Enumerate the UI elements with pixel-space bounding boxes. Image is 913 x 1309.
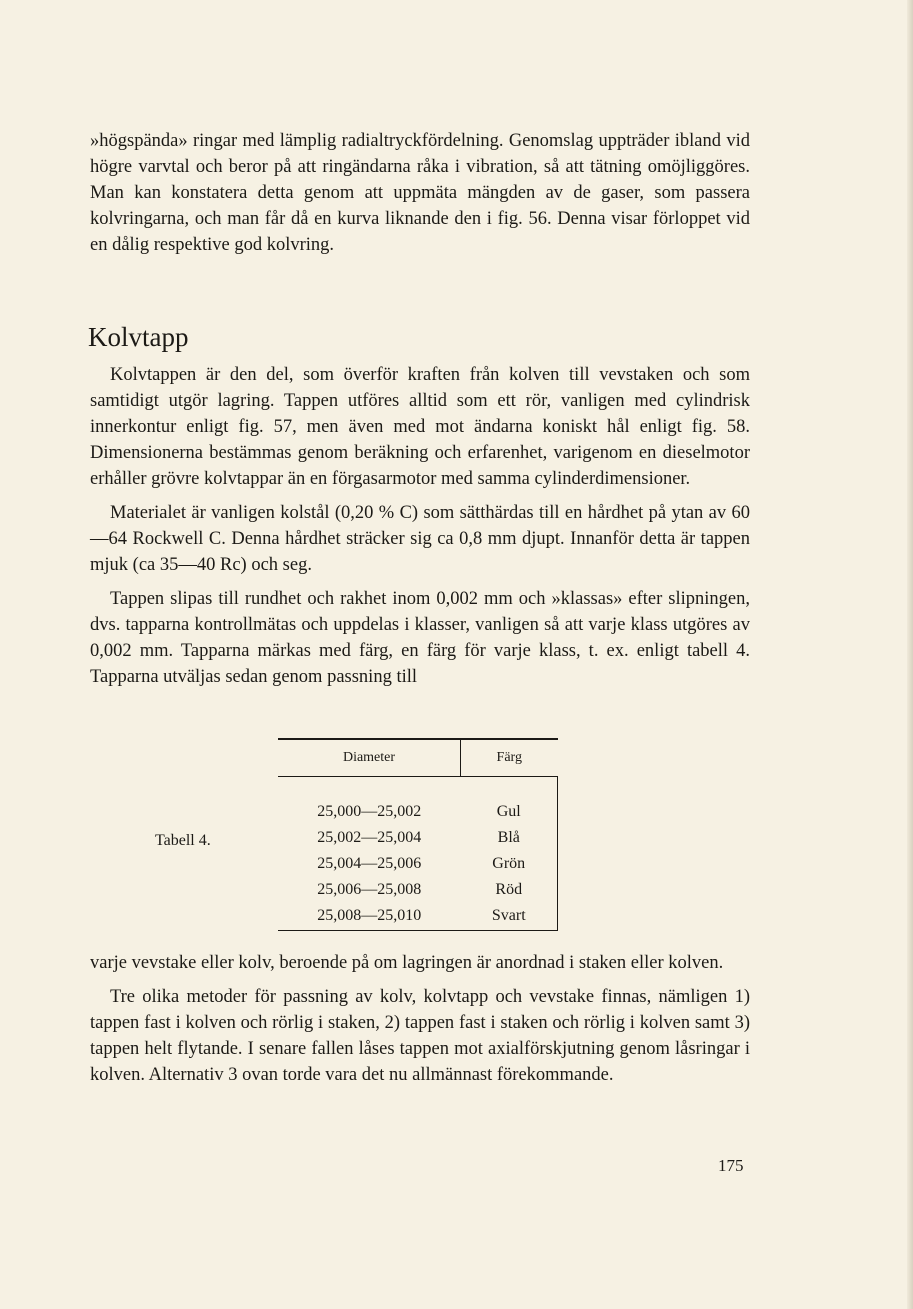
cell-diameter: 25,006—25,008 [317, 881, 422, 898]
paragraph: Materialet är vanligen kolstål (0,20 % C) som sätthärdas till en hårdhet på ytan av 60—64 Rockwell C. Denna hårdhet sträcker sig ca 0,8 mm djupt. Innanför detta är tappen mjuk (ca 35—40 Rc) och seg. [90, 503, 750, 575]
paragraph: Kolvtappen är den del, som överför kraften från kolven till vevstaken och som samtidigt utgör lagring. Tappen utföres alltid som ett rör, vanligen med cylindrisk innerkontur enligt fig. 57, men även med mot ändarna koniskt hål enligt fig. 58. Dimensionerna bestämmas genom beräkning och erfarenhet, varigenom en dieselmotor erhåller grövre kolvtappar än en förgasarmotor med samma cylinderdimensioner. [90, 365, 750, 489]
cell-color: Gul [461, 799, 558, 825]
paragraph: »högspända» ringar med lämplig radialtryckfördelning. Genomslag uppträder ibland vid högre varvtal och beror på att ringändarna råka i vibration, så att tätning omöjliggöres. Man kan konstatera detta genom att uppmäta mängden av de gaser, som passera kolvringarna, och man får då en kurva liknande den i fig. 56. Denna visar förloppet vid en dålig respektive god kolvring. [90, 131, 750, 255]
table-row [278, 851, 558, 877]
cell-diameter: 25,000—25,002 [317, 803, 422, 820]
cell-diameter: 25,004—25,006 [317, 855, 422, 872]
section-heading: Kolvtapp [88, 322, 189, 352]
paragraph: Tappen slipas till rundhet och rakhet inom 0,002 mm och »klassas» efter slipningen, dvs. tapparna kontrollmätas och uppdelas i klasser, vanligen så att varje klass utgöres av 0,002 mm. Tapparna märkas med färg, en färg för varje klass, t. ex. enligt tabell 4. Tapparna utväljas sedan genom passning till [90, 589, 750, 687]
table-row [278, 877, 558, 903]
paragraph: Tre olika metoder för passning av kolv, kolvtapp och vevstake finnas, nämligen 1) tappen fast i kolven och rörlig i staken, 2) tappen fast i staken och rörlig i kolven samt 3) tappen helt flytande. I senare fallen låses tappen mot axialförskjutning genom låsringar i kolven. Alternativ 3 ovan torde vara det nu allmännast förekommande. [90, 987, 750, 1085]
cell-diameter: 25,002—25,004 [317, 829, 422, 846]
header-farg: Färg [461, 739, 558, 777]
page-number: 175 [718, 1156, 744, 1175]
cell-color: Grön [461, 851, 558, 877]
table-row [278, 903, 558, 931]
cell-color: Svart [461, 903, 558, 931]
table-header-row [278, 739, 558, 777]
paragraph: varje vevstake eller kolv, beroende på om lagringen är anordnad i staken eller kolven. [90, 953, 724, 973]
page-edge-shadow [907, 0, 913, 1309]
table-row [278, 825, 558, 851]
cell-color: Röd [461, 877, 558, 903]
closing-text [90, 950, 750, 1096]
table-container [278, 738, 558, 931]
intro-text [90, 128, 750, 266]
cell-diameter: 25,008—25,010 [278, 903, 461, 931]
cell-color: Blå [461, 825, 558, 851]
table-label: Tabell 4. [155, 832, 211, 849]
color-class-table [278, 738, 558, 931]
table-spacer [278, 777, 558, 800]
table-row [278, 799, 558, 825]
header-diameter: Diameter [278, 739, 461, 777]
section-body [90, 362, 750, 698]
